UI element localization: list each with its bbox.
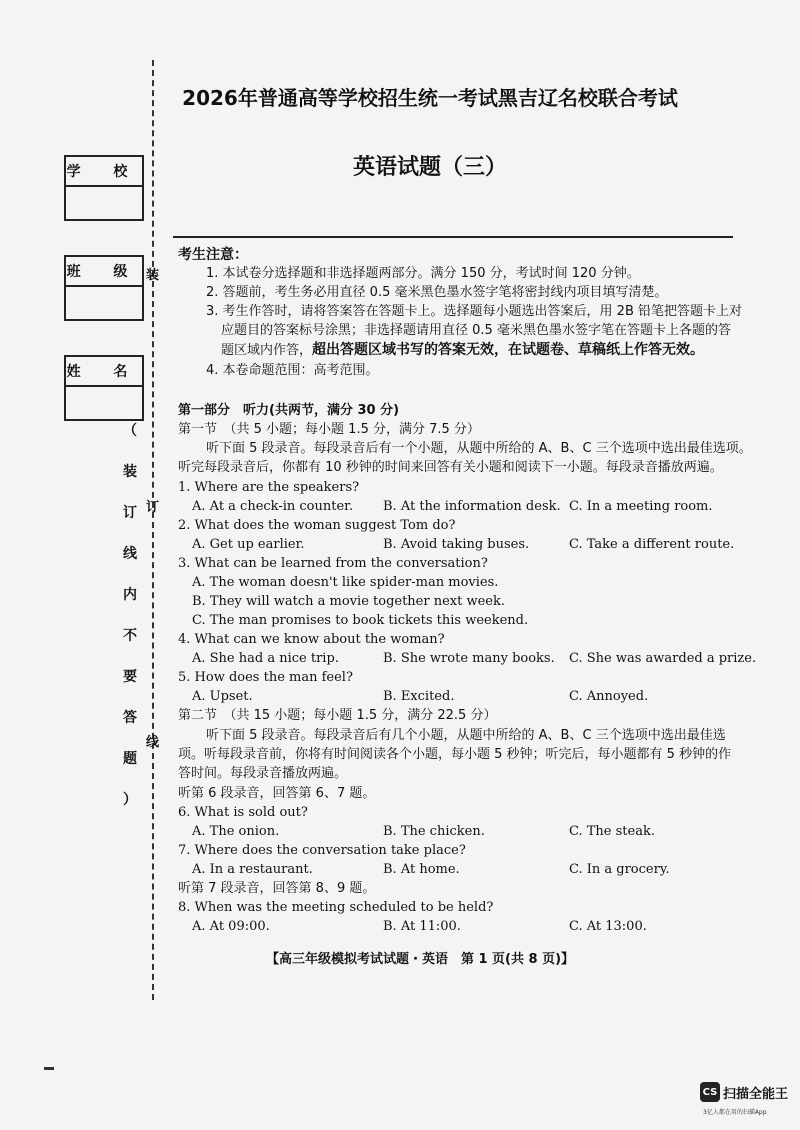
notice-invalid-warning: 超出答题区域书写的答案无效，在试题卷、草稿纸上作答无效。 — [312, 342, 705, 358]
option-c: C. She was awarded a prize. — [569, 651, 757, 666]
option-b: B. Excited. — [383, 689, 455, 704]
binding-zhuang: 装 — [146, 268, 160, 283]
part1-heading: 第一部分 听力(共两节，满分 30 分) — [178, 403, 400, 418]
warning-char: 装 — [123, 464, 137, 480]
warning-char: ） — [123, 792, 137, 808]
option-c: C. In a meeting room. — [569, 499, 713, 514]
option-a: A. Upset. — [192, 689, 253, 704]
option-b: B. At 11:00. — [383, 919, 461, 934]
paper-title: 英语试题（三） — [352, 155, 507, 180]
section2-instruction: 答时间。每段录音播放两遍。 — [178, 766, 348, 781]
option-c: C. Take a different route. — [569, 537, 735, 552]
section2-instruction: 听下面 5 段录音。每段录音后有几个小题，从题中所给的 A、B、C 三个选项中选出最佳选 — [206, 728, 726, 743]
question-stem: 4. What can we know about the woman? — [178, 632, 445, 647]
scanner-tagline: 3亿人都在用的扫描App — [703, 1109, 767, 1116]
option-c: C. The man promises to book tickets this weekend. — [192, 613, 529, 628]
name-label: 姓 名 — [66, 357, 142, 387]
option-b: B. At the information desk. — [383, 499, 561, 514]
option-c: C. At 13:00. — [569, 919, 647, 934]
option-b: B. They will watch a movie together next week. — [192, 594, 505, 609]
title-rule — [173, 236, 733, 238]
option-b: B. At home. — [383, 862, 460, 877]
question-stem: 8. When was the meeting scheduled to be held? — [178, 900, 494, 915]
option-a: A. The woman doesn't like spider-man movies. — [192, 575, 499, 590]
warning-char: 要 — [123, 669, 137, 685]
notice-heading: 考生注意： — [178, 247, 248, 263]
option-a: A. The onion. — [192, 824, 280, 839]
question-stem: 5. How does the man feel? — [178, 670, 353, 685]
warning-char: 答 — [123, 710, 137, 726]
binding-ding: 订 — [146, 500, 160, 515]
notice-item: 4. 本卷命题范围：高考范围。 — [206, 363, 379, 378]
notice-item: 3. 考生作答时，请将答案答在答题卡上。选择题每小题选出答案后，用 2B 铅笔把答题卡上对 — [206, 304, 742, 319]
option-c: C. In a grocery. — [569, 862, 670, 877]
warning-char: 不 — [123, 628, 137, 644]
option-b: B. Avoid taking buses. — [383, 537, 530, 552]
warning-char: 线 — [123, 546, 137, 562]
question-stem: 7. Where does the conversation take place? — [178, 843, 466, 858]
warning-char: （ — [123, 423, 137, 439]
school-label: 学 校 — [66, 157, 142, 187]
class-label: 班 级 — [66, 257, 142, 287]
question-stem: 1. Where are the speakers? — [178, 480, 360, 495]
exam-title: 2026年普通高等学校招生统一考试黑吉辽名校联合考试 — [182, 86, 678, 110]
scanner-logo — [700, 1082, 788, 1102]
option-b: B. The chicken. — [383, 824, 485, 839]
notice-item: 1. 本试卷分选择题和非选择题两部分。满分 150 分，考试时间 120 分钟。 — [206, 266, 640, 281]
question-stem: 6. What is sold out? — [178, 805, 308, 820]
notice-item: 应题目的答案标号涂黑；非选择题请用直径 0.5 毫米黑色墨水签字笔在答题卡上各题的答 — [221, 323, 731, 338]
option-c: C. The steak. — [569, 824, 655, 839]
warning-char: 题 — [123, 751, 137, 767]
audio-instruction: 听第 6 段录音，回答第 6、7 题。 — [178, 786, 376, 801]
scanner-name: 扫描全能王 — [723, 1086, 789, 1102]
notice-item — [221, 341, 704, 360]
school-blank — [66, 187, 142, 219]
option-a: A. In a restaurant. — [192, 862, 313, 877]
warning-char: 订 — [123, 505, 137, 521]
question-stem: 3. What can be learned from the conversation? — [178, 556, 488, 571]
option-a: A. At a check-in counter. — [192, 499, 354, 514]
name-blank — [66, 387, 142, 419]
class-blank — [66, 287, 142, 319]
section1-instruction: 听下面 5 段录音。每段录音后有一个小题，从题中所给的 A、B、C 三个选项中选出最佳选项。 — [206, 441, 752, 456]
question-stem: 2. What does the woman suggest Tom do? — [178, 518, 456, 533]
notice-item: 2. 答题前，考生务必用直径 0.5 毫米黑色墨水签字笔将密封线内项目填写清楚。 — [206, 285, 668, 300]
binding-dashed-line — [152, 60, 154, 1000]
audio-instruction: 听第 7 段录音，回答第 8、9 题。 — [178, 881, 376, 896]
binding-xian: 线 — [146, 735, 160, 750]
option-a: A. Get up earlier. — [192, 537, 305, 552]
option-b: B. She wrote many books. — [383, 651, 555, 666]
option-a: A. At 09:00. — [192, 919, 270, 934]
section1-instruction: 听完每段录音后，你都有 10 秒钟的时间来回答有关小题和阅读下一小题。每段录音播放两遍。 — [178, 460, 723, 475]
section1-heading: 第一节 （共 5 小题；每小题 1.5 分，满分 7.5 分） — [178, 422, 480, 437]
name-field — [64, 355, 144, 421]
warning-char: 内 — [123, 587, 137, 603]
class-field — [64, 255, 144, 321]
page-footer: 【高三年级模拟考试试题・英语 第 1 页(共 8 页)】 — [265, 952, 575, 967]
section2-instruction: 项。听每段录音前，你将有时间阅读各个小题，每小题 5 秒钟；听完后，每小题都有 5 秒钟的作 — [178, 747, 732, 762]
section2-heading: 第二节 （共 15 小题；每小题 1.5 分，满分 22.5 分） — [178, 708, 497, 723]
option-a: A. She had a nice trip. — [192, 651, 339, 666]
notice-item3c-text: 题区域内作答， — [221, 343, 313, 358]
scan-mark — [44, 1067, 54, 1070]
option-c: C. Annoyed. — [569, 689, 649, 704]
camscanner-icon: CS — [700, 1082, 720, 1102]
